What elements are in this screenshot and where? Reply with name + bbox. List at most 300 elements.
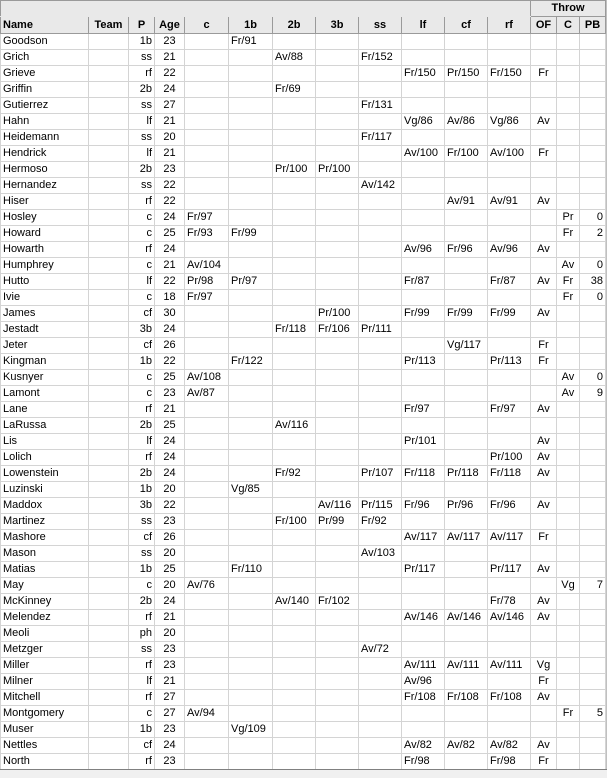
cell-cf[interactable]: [445, 34, 488, 50]
cell-rf[interactable]: Fr/150: [488, 66, 531, 82]
cell-3b[interactable]: [316, 418, 359, 434]
column-header-lf[interactable]: lf: [402, 17, 445, 34]
cell-lf[interactable]: [402, 706, 445, 722]
cell-name[interactable]: Heidemann: [1, 130, 89, 146]
cell-3b[interactable]: [316, 658, 359, 674]
cell-c[interactable]: [185, 738, 229, 754]
cell-2b[interactable]: [273, 242, 316, 258]
cell-rf[interactable]: Pr/113: [488, 354, 531, 370]
cell-rf[interactable]: [488, 626, 531, 642]
cell-of[interactable]: [531, 226, 557, 242]
cell-c[interactable]: [557, 482, 580, 498]
cell-3b[interactable]: [316, 338, 359, 354]
cell-name[interactable]: May: [1, 578, 89, 594]
column-header-of[interactable]: OF: [531, 17, 557, 34]
cell-p[interactable]: c: [129, 370, 155, 386]
cell-cf[interactable]: [445, 546, 488, 562]
cell-of[interactable]: [531, 370, 557, 386]
cell-name[interactable]: Meoli: [1, 626, 89, 642]
cell-name[interactable]: Howarth: [1, 242, 89, 258]
cell-of[interactable]: Av: [531, 194, 557, 210]
cell-of[interactable]: [531, 290, 557, 306]
cell-team[interactable]: [89, 498, 129, 514]
cell-c[interactable]: [557, 658, 580, 674]
cell-3b[interactable]: [316, 274, 359, 290]
cell-lf[interactable]: Fr/118: [402, 466, 445, 482]
cell-rf[interactable]: [488, 674, 531, 690]
cell-2b[interactable]: [273, 690, 316, 706]
cell-3b[interactable]: [316, 290, 359, 306]
cell-cf[interactable]: [445, 594, 488, 610]
cell-age[interactable]: 27: [155, 690, 185, 706]
cell-1b[interactable]: [229, 738, 273, 754]
cell-name[interactable]: Milner: [1, 674, 89, 690]
cell-3b[interactable]: Pr/99: [316, 514, 359, 530]
cell-c[interactable]: [557, 434, 580, 450]
cell-c[interactable]: [185, 450, 229, 466]
cell-2b[interactable]: [273, 338, 316, 354]
cell-ss[interactable]: [359, 738, 402, 754]
cell-lf[interactable]: [402, 386, 445, 402]
cell-of[interactable]: Av: [531, 402, 557, 418]
cell-cf[interactable]: [445, 130, 488, 146]
cell-3b[interactable]: [316, 722, 359, 738]
cell-team[interactable]: [89, 82, 129, 98]
cell-team[interactable]: [89, 98, 129, 114]
cell-c[interactable]: [185, 322, 229, 338]
cell-2b[interactable]: [273, 178, 316, 194]
cell-ss[interactable]: [359, 562, 402, 578]
cell-1b[interactable]: [229, 418, 273, 434]
cell-p[interactable]: c: [129, 210, 155, 226]
cell-ss[interactable]: Fr/152: [359, 50, 402, 66]
cell-pb[interactable]: [580, 402, 606, 418]
cell-2b[interactable]: [273, 386, 316, 402]
cell-team[interactable]: [89, 626, 129, 642]
cell-lf[interactable]: Fr/108: [402, 690, 445, 706]
cell-team[interactable]: [89, 50, 129, 66]
cell-rf[interactable]: [488, 50, 531, 66]
cell-1b[interactable]: Fr/99: [229, 226, 273, 242]
cell-ss[interactable]: Fr/117: [359, 130, 402, 146]
cell-name[interactable]: Kingman: [1, 354, 89, 370]
cell-c[interactable]: [557, 610, 580, 626]
cell-ss[interactable]: [359, 274, 402, 290]
cell-2b[interactable]: [273, 498, 316, 514]
cell-c[interactable]: Av/76: [185, 578, 229, 594]
cell-rf[interactable]: [488, 162, 531, 178]
cell-lf[interactable]: Fr/96: [402, 498, 445, 514]
cell-cf[interactable]: Av/111: [445, 658, 488, 674]
cell-2b[interactable]: [273, 738, 316, 754]
cell-2b[interactable]: Fr/69: [273, 82, 316, 98]
cell-2b[interactable]: [273, 658, 316, 674]
cell-rf[interactable]: Fr/87: [488, 274, 531, 290]
cell-ss[interactable]: [359, 114, 402, 130]
cell-c[interactable]: [557, 178, 580, 194]
cell-lf[interactable]: [402, 546, 445, 562]
cell-c[interactable]: [557, 162, 580, 178]
cell-2b[interactable]: Fr/118: [273, 322, 316, 338]
cell-c[interactable]: [557, 354, 580, 370]
cell-1b[interactable]: [229, 242, 273, 258]
cell-name[interactable]: Mashore: [1, 530, 89, 546]
cell-rf[interactable]: [488, 706, 531, 722]
cell-c[interactable]: [557, 466, 580, 482]
cell-name[interactable]: Muser: [1, 722, 89, 738]
cell-3b[interactable]: [316, 466, 359, 482]
cell-c[interactable]: [185, 482, 229, 498]
cell-cf[interactable]: Av/146: [445, 610, 488, 626]
cell-cf[interactable]: [445, 626, 488, 642]
cell-ss[interactable]: [359, 658, 402, 674]
cell-3b[interactable]: [316, 562, 359, 578]
cell-pb[interactable]: [580, 626, 606, 642]
cell-lf[interactable]: [402, 642, 445, 658]
cell-of[interactable]: [531, 178, 557, 194]
cell-ss[interactable]: [359, 482, 402, 498]
cell-pb[interactable]: [580, 642, 606, 658]
cell-team[interactable]: [89, 66, 129, 82]
cell-cf[interactable]: [445, 482, 488, 498]
cell-c[interactable]: [185, 434, 229, 450]
cell-p[interactable]: 3b: [129, 322, 155, 338]
cell-cf[interactable]: [445, 642, 488, 658]
cell-name[interactable]: Hutto: [1, 274, 89, 290]
cell-of[interactable]: Av: [531, 690, 557, 706]
cell-1b[interactable]: Fr/110: [229, 562, 273, 578]
cell-ss[interactable]: [359, 722, 402, 738]
cell-lf[interactable]: Av/82: [402, 738, 445, 754]
cell-1b[interactable]: Vg/109: [229, 722, 273, 738]
cell-2b[interactable]: [273, 114, 316, 130]
cell-ss[interactable]: [359, 258, 402, 274]
cell-rf[interactable]: [488, 338, 531, 354]
cell-ss[interactable]: [359, 450, 402, 466]
cell-c[interactable]: [557, 242, 580, 258]
cell-1b[interactable]: [229, 450, 273, 466]
cell-age[interactable]: 23: [155, 754, 185, 770]
cell-p[interactable]: ss: [129, 642, 155, 658]
cell-ss[interactable]: [359, 306, 402, 322]
cell-name[interactable]: Melendez: [1, 610, 89, 626]
cell-rf[interactable]: [488, 130, 531, 146]
cell-2b[interactable]: [273, 610, 316, 626]
cell-lf[interactable]: [402, 290, 445, 306]
column-header-p[interactable]: P: [129, 17, 155, 34]
cell-2b[interactable]: Fr/100: [273, 514, 316, 530]
cell-c[interactable]: [185, 626, 229, 642]
cell-pb[interactable]: [580, 562, 606, 578]
cell-age[interactable]: 25: [155, 226, 185, 242]
cell-c[interactable]: [557, 562, 580, 578]
cell-team[interactable]: [89, 338, 129, 354]
cell-cf[interactable]: [445, 514, 488, 530]
cell-c[interactable]: [185, 50, 229, 66]
cell-2b[interactable]: [273, 578, 316, 594]
cell-lf[interactable]: [402, 210, 445, 226]
cell-pb[interactable]: [580, 242, 606, 258]
cell-of[interactable]: Av: [531, 610, 557, 626]
cell-team[interactable]: [89, 674, 129, 690]
cell-pb[interactable]: [580, 418, 606, 434]
cell-age[interactable]: 26: [155, 530, 185, 546]
cell-c[interactable]: [185, 658, 229, 674]
cell-1b[interactable]: [229, 82, 273, 98]
cell-lf[interactable]: [402, 578, 445, 594]
cell-lf[interactable]: Av/96: [402, 242, 445, 258]
cell-name[interactable]: Jeter: [1, 338, 89, 354]
cell-3b[interactable]: [316, 66, 359, 82]
cell-p[interactable]: rf: [129, 242, 155, 258]
cell-pb[interactable]: [580, 194, 606, 210]
cell-ss[interactable]: [359, 162, 402, 178]
cell-p[interactable]: 3b: [129, 498, 155, 514]
cell-rf[interactable]: [488, 322, 531, 338]
cell-c[interactable]: [185, 674, 229, 690]
cell-cf[interactable]: [445, 178, 488, 194]
cell-c[interactable]: [185, 466, 229, 482]
cell-rf[interactable]: [488, 418, 531, 434]
cell-name[interactable]: Miller: [1, 658, 89, 674]
cell-ss[interactable]: Fr/92: [359, 514, 402, 530]
cell-ss[interactable]: [359, 354, 402, 370]
cell-pb[interactable]: [580, 354, 606, 370]
cell-rf[interactable]: Av/91: [488, 194, 531, 210]
cell-1b[interactable]: [229, 466, 273, 482]
cell-c[interactable]: Pr/98: [185, 274, 229, 290]
column-header-cf[interactable]: cf: [445, 17, 488, 34]
cell-ss[interactable]: [359, 706, 402, 722]
cell-p[interactable]: 2b: [129, 82, 155, 98]
cell-age[interactable]: 27: [155, 98, 185, 114]
cell-2b[interactable]: [273, 626, 316, 642]
cell-pb[interactable]: [580, 690, 606, 706]
cell-1b[interactable]: [229, 50, 273, 66]
cell-of[interactable]: [531, 642, 557, 658]
cell-team[interactable]: [89, 370, 129, 386]
cell-1b[interactable]: [229, 658, 273, 674]
cell-team[interactable]: [89, 514, 129, 530]
cell-c[interactable]: [185, 594, 229, 610]
cell-3b[interactable]: [316, 706, 359, 722]
cell-ss[interactable]: [359, 226, 402, 242]
cell-age[interactable]: 24: [155, 210, 185, 226]
cell-2b[interactable]: Fr/92: [273, 466, 316, 482]
cell-team[interactable]: [89, 706, 129, 722]
cell-c[interactable]: [557, 450, 580, 466]
cell-p[interactable]: 2b: [129, 594, 155, 610]
cell-of[interactable]: Vg: [531, 658, 557, 674]
cell-age[interactable]: 22: [155, 354, 185, 370]
cell-p[interactable]: 2b: [129, 466, 155, 482]
cell-p[interactable]: rf: [129, 610, 155, 626]
cell-team[interactable]: [89, 530, 129, 546]
cell-of[interactable]: [531, 546, 557, 562]
cell-p[interactable]: 2b: [129, 162, 155, 178]
cell-c[interactable]: [185, 562, 229, 578]
cell-3b[interactable]: [316, 690, 359, 706]
cell-cf[interactable]: Av/82: [445, 738, 488, 754]
cell-c[interactable]: [185, 722, 229, 738]
cell-cf[interactable]: [445, 754, 488, 770]
cell-cf[interactable]: [445, 354, 488, 370]
cell-lf[interactable]: Av/146: [402, 610, 445, 626]
cell-ss[interactable]: [359, 210, 402, 226]
cell-c[interactable]: [185, 338, 229, 354]
cell-lf[interactable]: Vg/86: [402, 114, 445, 130]
cell-rf[interactable]: [488, 722, 531, 738]
cell-pb[interactable]: 7: [580, 578, 606, 594]
cell-3b[interactable]: Fr/102: [316, 594, 359, 610]
cell-p[interactable]: c: [129, 258, 155, 274]
cell-2b[interactable]: [273, 210, 316, 226]
cell-cf[interactable]: [445, 162, 488, 178]
cell-c[interactable]: [557, 130, 580, 146]
cell-c[interactable]: [557, 322, 580, 338]
cell-cf[interactable]: [445, 434, 488, 450]
cell-lf[interactable]: [402, 722, 445, 738]
cell-team[interactable]: [89, 34, 129, 50]
cell-age[interactable]: 23: [155, 722, 185, 738]
cell-cf[interactable]: Av/91: [445, 194, 488, 210]
cell-rf[interactable]: [488, 386, 531, 402]
cell-2b[interactable]: [273, 642, 316, 658]
cell-c[interactable]: Fr/93: [185, 226, 229, 242]
cell-c[interactable]: [185, 178, 229, 194]
cell-ss[interactable]: Pr/115: [359, 498, 402, 514]
cell-pb[interactable]: [580, 82, 606, 98]
cell-rf[interactable]: [488, 82, 531, 98]
cell-1b[interactable]: [229, 498, 273, 514]
cell-c[interactable]: [185, 642, 229, 658]
cell-name[interactable]: Grieve: [1, 66, 89, 82]
cell-team[interactable]: [89, 194, 129, 210]
cell-pb[interactable]: [580, 130, 606, 146]
cell-1b[interactable]: [229, 210, 273, 226]
cell-1b[interactable]: [229, 290, 273, 306]
cell-c[interactable]: [557, 642, 580, 658]
cell-3b[interactable]: [316, 530, 359, 546]
cell-of[interactable]: Av: [531, 466, 557, 482]
cell-2b[interactable]: [273, 530, 316, 546]
cell-age[interactable]: 23: [155, 642, 185, 658]
column-header-pb[interactable]: PB: [580, 17, 606, 34]
cell-ss[interactable]: [359, 386, 402, 402]
cell-pb[interactable]: [580, 514, 606, 530]
cell-3b[interactable]: [316, 354, 359, 370]
cell-p[interactable]: 2b: [129, 418, 155, 434]
cell-c[interactable]: [557, 690, 580, 706]
cell-pb[interactable]: [580, 50, 606, 66]
cell-3b[interactable]: [316, 754, 359, 770]
cell-cf[interactable]: Av/86: [445, 114, 488, 130]
cell-pb[interactable]: [580, 658, 606, 674]
cell-c[interactable]: Av/94: [185, 706, 229, 722]
cell-3b[interactable]: [316, 738, 359, 754]
cell-cf[interactable]: Av/117: [445, 530, 488, 546]
cell-name[interactable]: Lis: [1, 434, 89, 450]
cell-rf[interactable]: Fr/78: [488, 594, 531, 610]
cell-3b[interactable]: [316, 674, 359, 690]
cell-of[interactable]: Fr: [531, 530, 557, 546]
cell-cf[interactable]: Fr/99: [445, 306, 488, 322]
cell-pb[interactable]: 2: [580, 226, 606, 242]
cell-cf[interactable]: [445, 386, 488, 402]
cell-2b[interactable]: [273, 434, 316, 450]
cell-lf[interactable]: [402, 34, 445, 50]
cell-ss[interactable]: [359, 674, 402, 690]
cell-c[interactable]: Fr: [557, 290, 580, 306]
cell-lf[interactable]: [402, 370, 445, 386]
cell-2b[interactable]: [273, 146, 316, 162]
cell-rf[interactable]: Pr/100: [488, 450, 531, 466]
cell-c[interactable]: Fr: [557, 274, 580, 290]
column-header-c[interactable]: C: [557, 17, 580, 34]
cell-3b[interactable]: [316, 50, 359, 66]
cell-rf[interactable]: [488, 642, 531, 658]
cell-rf[interactable]: [488, 258, 531, 274]
cell-p[interactable]: rf: [129, 450, 155, 466]
cell-p[interactable]: ph: [129, 626, 155, 642]
cell-lf[interactable]: [402, 594, 445, 610]
cell-of[interactable]: Av: [531, 274, 557, 290]
cell-rf[interactable]: [488, 578, 531, 594]
column-header-rf[interactable]: rf: [488, 17, 531, 34]
cell-cf[interactable]: [445, 98, 488, 114]
cell-age[interactable]: 22: [155, 274, 185, 290]
cell-team[interactable]: [89, 354, 129, 370]
cell-team[interactable]: [89, 306, 129, 322]
cell-1b[interactable]: [229, 66, 273, 82]
cell-c[interactable]: [557, 594, 580, 610]
cell-name[interactable]: Hahn: [1, 114, 89, 130]
cell-3b[interactable]: [316, 242, 359, 258]
cell-c[interactable]: Av: [557, 258, 580, 274]
cell-pb[interactable]: [580, 530, 606, 546]
cell-of[interactable]: Fr: [531, 66, 557, 82]
cell-lf[interactable]: [402, 418, 445, 434]
cell-name[interactable]: Jestadt: [1, 322, 89, 338]
cell-3b[interactable]: [316, 258, 359, 274]
cell-of[interactable]: Fr: [531, 674, 557, 690]
cell-3b[interactable]: [316, 482, 359, 498]
cell-lf[interactable]: Fr/87: [402, 274, 445, 290]
cell-lf[interactable]: Pr/117: [402, 562, 445, 578]
cell-2b[interactable]: [273, 354, 316, 370]
cell-c[interactable]: [185, 242, 229, 258]
cell-rf[interactable]: Fr/118: [488, 466, 531, 482]
cell-pb[interactable]: [580, 178, 606, 194]
cell-name[interactable]: Griffin: [1, 82, 89, 98]
cell-c[interactable]: [185, 114, 229, 130]
cell-team[interactable]: [89, 690, 129, 706]
cell-lf[interactable]: [402, 338, 445, 354]
cell-name[interactable]: Matias: [1, 562, 89, 578]
cell-name[interactable]: Hernandez: [1, 178, 89, 194]
cell-1b[interactable]: [229, 258, 273, 274]
column-header-2b[interactable]: 2b: [273, 17, 316, 34]
cell-age[interactable]: 21: [155, 114, 185, 130]
cell-pb[interactable]: [580, 322, 606, 338]
cell-pb[interactable]: [580, 482, 606, 498]
cell-age[interactable]: 24: [155, 322, 185, 338]
cell-cf[interactable]: [445, 418, 488, 434]
cell-of[interactable]: Fr: [531, 338, 557, 354]
cell-c[interactable]: [557, 674, 580, 690]
cell-rf[interactable]: Av/117: [488, 530, 531, 546]
cell-ss[interactable]: [359, 626, 402, 642]
